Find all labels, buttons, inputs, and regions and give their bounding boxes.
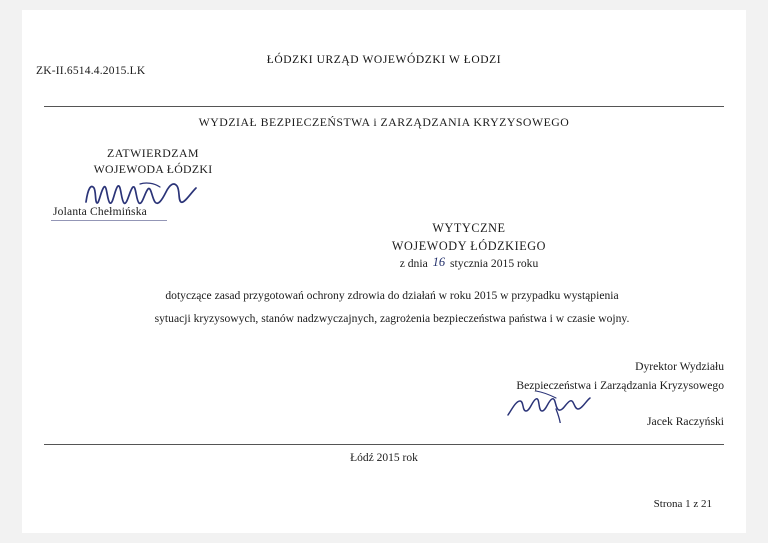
page-margin-top [0, 0, 768, 10]
document-sheet [22, 10, 746, 533]
heading-line-1: WYTYCZNE [432, 221, 506, 235]
approval-block [58, 146, 248, 210]
department-title: WYDZIAŁ BEZPIECZEŃSTWA i ZARZĄDZANIA KRYZYSOWEGO [198, 115, 570, 129]
body-paragraph [82, 284, 702, 330]
page-margin-left [0, 0, 22, 543]
date-prefix: z dnia [399, 257, 428, 270]
approval-office: WOJEWODA ŁÓDZKI [93, 161, 213, 176]
approval-label: ZATWIERDZAM [107, 146, 199, 160]
closing-role-line-1: Dyrektor Wydziału [635, 360, 724, 373]
date-day-handwritten: 16 [432, 255, 446, 269]
body-paragraph-line-1: dotyczące zasad przygotowań ochrony zdrowia do działań w roku 2015 w przypadku wystąpienia [165, 289, 619, 302]
approval-signer-name: Jolanta Chełmińska [53, 206, 147, 218]
document-heading [192, 220, 746, 255]
date-suffix: stycznia 2015 roku [450, 257, 539, 270]
closing-role-line-2: Bezpieczeństwa i Zarządzania Kryzysowego [516, 378, 724, 392]
closing-block [304, 358, 724, 421]
closing-signer-name: Jacek Raczyński [647, 415, 724, 428]
date-line [192, 256, 746, 271]
footer-city-year: Łódź 2015 rok [350, 452, 418, 464]
page-margin-right [746, 0, 768, 543]
approval-signature-underline [51, 220, 167, 221]
reference-number: ZK-II.6514.4.2015.LK [36, 65, 146, 77]
office-title: ŁÓDZKI URZĄD WOJEWÓDZKI W ŁODZI [266, 54, 502, 66]
body-paragraph-line-2: sytuacji kryzysowych, stanów nadzwyczajnych, zagrożenia bezpieczeństwa państwa i w czasie wojny. [154, 312, 630, 326]
heading-line-2: WOJEWODY ŁÓDZKIEGO [391, 238, 547, 253]
header-divider [44, 106, 724, 107]
footer-divider [44, 444, 724, 445]
page-margin-bottom [0, 533, 768, 543]
page-indicator: Strona 1 z 21 [653, 498, 712, 510]
